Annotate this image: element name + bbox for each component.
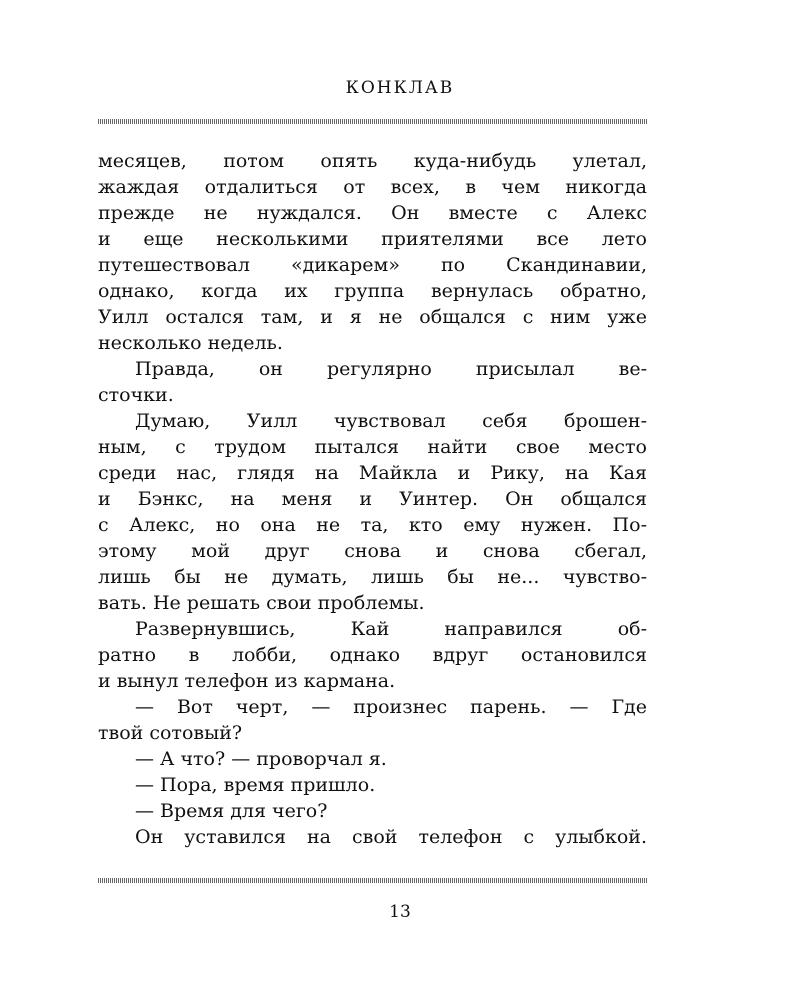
text-line: среди нас, глядя на Майкла и Рику, на Кая xyxy=(98,462,647,484)
text-line: и вынул телефон из кармана. xyxy=(98,670,396,692)
text-line: с Алекс, но она не та, кто ему нужен. По- xyxy=(98,514,647,536)
text-line: Уилл остался там, и я не общался с ним уже xyxy=(98,306,647,328)
text-line: вать. Не решать свои проблемы. xyxy=(98,592,425,614)
text-line: Правда, он регулярно присылал ве- xyxy=(135,358,647,380)
text-line: и Бэнкс, на меня и Уинтер. Он общался xyxy=(98,488,647,510)
text-line: Развернувшись, Кай направился об- xyxy=(135,618,647,640)
text-line: прежде не нуждался. Он вместе с Алекс xyxy=(98,202,647,224)
text-line: лишь бы не думать, лишь бы не... чувство- xyxy=(98,566,647,588)
text-line: месяцев, потом опять куда-нибудь улетал, xyxy=(98,150,647,172)
text-line: этому мой друг снова и снова сбегал, xyxy=(98,540,647,562)
body-text xyxy=(98,148,647,850)
text-line: и еще несколькими приятелями все лето xyxy=(98,228,647,250)
text-line: ратно в лобби, однако вдруг остановился xyxy=(98,644,647,666)
page-number: 13 xyxy=(389,902,411,922)
text-line: путешествовал «дикарем» по Скандинавии, xyxy=(98,254,647,276)
bottom-rule xyxy=(98,878,647,883)
text-line: Он уставился на свой телефон с улыбкой. xyxy=(135,826,647,848)
text-line: — А что? — проворчал я. xyxy=(135,748,387,770)
text-line: ным, с трудом пытался найти свое место xyxy=(98,436,647,458)
top-rule xyxy=(98,119,647,124)
text-line: — Вот черт, — произнес парень. — Где xyxy=(135,696,647,718)
text-line: жаждая отдалиться от всех, в чем никогда xyxy=(98,176,647,198)
text-line: несколько недель. xyxy=(98,332,283,354)
text-line: сточки. xyxy=(98,384,174,406)
text-line: — Время для чего? xyxy=(135,800,328,822)
text-line: твой сотовый? xyxy=(98,722,243,744)
text-line: — Пора, время пришло. xyxy=(135,774,376,796)
text-line: Думаю, Уилл чувствовал себя брошен- xyxy=(135,410,647,432)
text-line: однако, когда их группа вернулась обратно, xyxy=(98,280,647,302)
running-head: КОНКЛАВ xyxy=(345,78,455,98)
